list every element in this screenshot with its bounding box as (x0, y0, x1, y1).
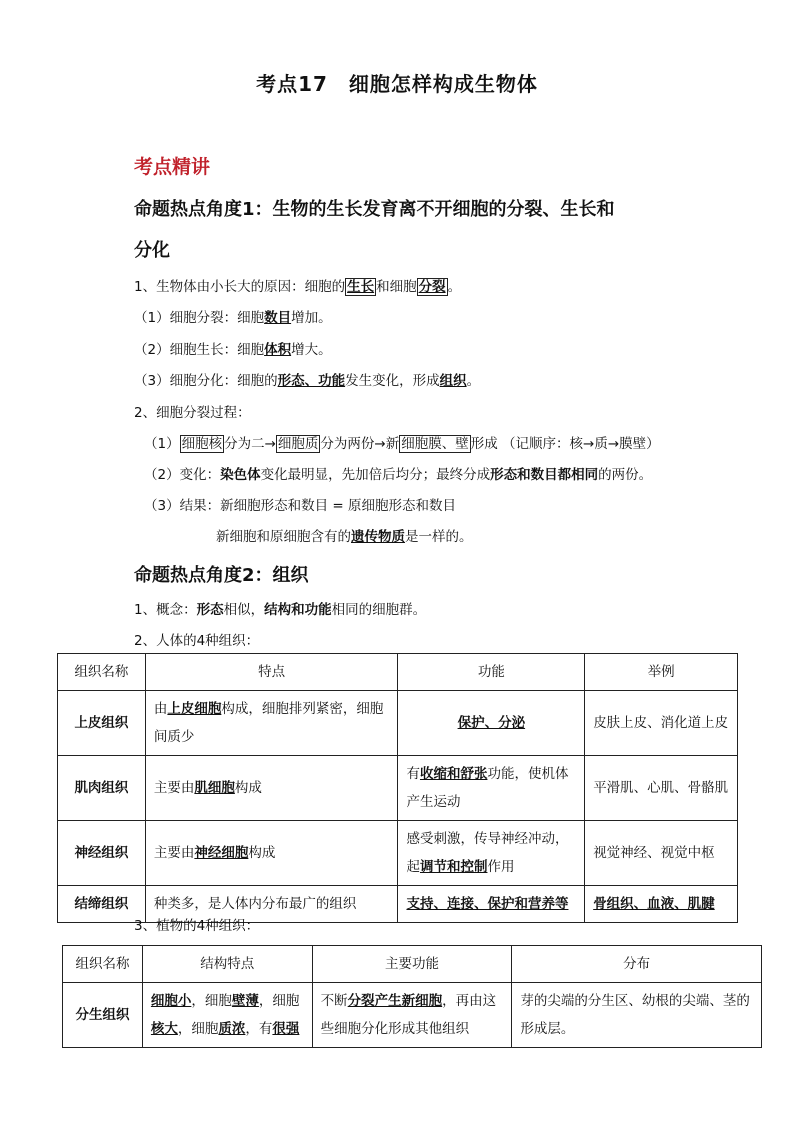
genetic-material-line: 新细胞和原细胞含有的遗传物质是一样的。 (216, 529, 473, 545)
cell-division-line: （1）细胞分裂：细胞数目增加。 (134, 310, 332, 326)
table-row: 分生组织 细胞小，细胞壁薄，细胞核大，细胞质浓，有很强 不断分裂产生新细胞，再由这些细胞分化形成其他组织 芽的尖端的分生区、幼根的尖端、茎的形成层。 (63, 983, 762, 1048)
division-steps: （1） 细胞核 分为二→ 细胞质 分为两份→新 细胞膜、壁 形成 （记顺序：核→质→膜壁） (144, 436, 660, 452)
angle2-heading: 命题热点角度2：组织 (134, 565, 309, 586)
angle1-heading-line1: 命题热点角度1：生物的生长发育离不开细胞的分裂、生长和 (134, 199, 615, 220)
keyword-box: 生长 (347, 279, 375, 295)
keyword-box: 细胞膜、壁 (401, 436, 469, 452)
human-tissue-table (57, 653, 738, 923)
keyword-box: 细胞核 (181, 436, 223, 452)
division-result: （3）结果：新细胞形态和数目 = 原细胞形态和数目 (144, 498, 456, 514)
page-title: 考点17 细胞怎样构成生物体 (256, 72, 538, 96)
division-process-label: 2、细胞分裂过程： (134, 405, 251, 421)
keyword-box: 细胞质 (277, 436, 319, 452)
human-tissues-label: 2、人体的4种组织： (134, 633, 260, 649)
plant-tissues-label: 3、植物的4种组织： (134, 918, 260, 934)
table-row: 上皮组织 由上皮细胞构成，细胞排列紧密，细胞间质少 保护、分泌 皮肤上皮、消化道上皮 (58, 691, 738, 756)
plant-tissue-table (62, 945, 762, 1048)
growth-reason: 1、生物体由小长大的原因：细胞的 生长 和细胞 分裂 。 (134, 279, 462, 295)
angle1-heading-line2: 分化 (134, 240, 170, 261)
division-change: （2）变化：染色体变化最明显，先加倍后均分；最终分成形态和数目都相同的两份。 (144, 467, 653, 483)
table-header-row: 组织名称 特点 功能 举例 (58, 654, 738, 691)
keyword-box: 分裂 (418, 279, 446, 295)
cell-differentiation-line: （3）细胞分化：细胞的形态、功能发生变化，形成组织。 (134, 373, 481, 389)
table-row: 神经组织 主要由神经细胞构成 感受刺激，传导神经冲动，起调节和控制作用 视觉神经、视觉中枢 (58, 821, 738, 886)
section-heading: 考点精讲 (134, 156, 211, 178)
table-row: 结缔组织 种类多，是人体内分布最广的组织 支持、连接、保护和营养等 骨组织、血液、肌腱 (58, 886, 738, 923)
tissue-concept: 1、概念：形态相似，结构和功能相同的细胞群。 (134, 602, 427, 618)
table-row: 肌肉组织 主要由肌细胞构成 有收缩和舒张功能，使机体产生运动 平滑肌、心肌、骨骼肌 (58, 756, 738, 821)
cell-growth-line: （2）细胞生长：细胞体积增大。 (134, 342, 332, 358)
table-header-row: 组织名称 结构特点 主要功能 分布 (63, 946, 762, 983)
